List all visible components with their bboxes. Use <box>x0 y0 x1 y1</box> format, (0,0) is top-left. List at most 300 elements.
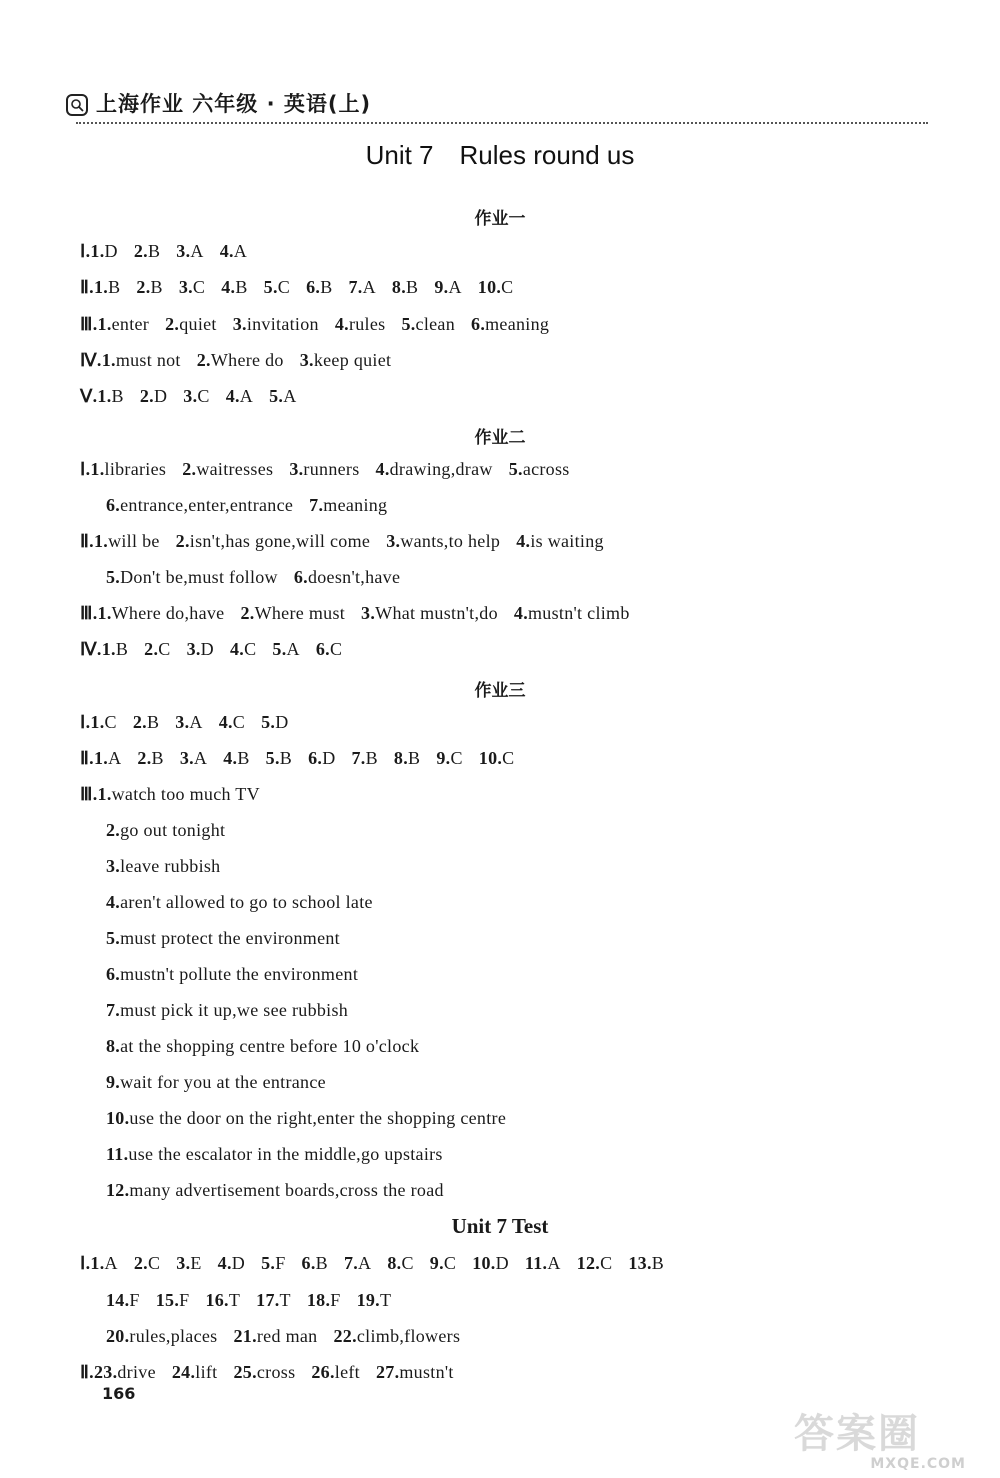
answer-item <box>90 712 116 732</box>
answer-text: A <box>104 1253 118 1273</box>
question-number: 4. <box>217 1253 232 1273</box>
answer-text: B <box>146 712 160 732</box>
answer-item <box>136 277 162 297</box>
answer-item <box>294 567 400 587</box>
answer-text: D <box>200 639 214 659</box>
answer-item <box>233 1362 295 1382</box>
answer-line <box>80 603 646 624</box>
question-number: 4. <box>219 241 234 261</box>
answer-item <box>376 1362 454 1382</box>
answer-text: is waiting <box>530 531 604 551</box>
answer-text: D <box>322 748 336 768</box>
answer-text: must not <box>115 350 181 370</box>
answer-text: T <box>228 1290 241 1310</box>
question-number: 3. <box>106 856 121 876</box>
answer-text: Don't be,must follow <box>120 567 278 587</box>
answer-line <box>80 350 407 371</box>
question-number: 21. <box>233 1326 257 1346</box>
answer-text: quiet <box>179 314 217 334</box>
question-number: 10. <box>106 1108 130 1128</box>
magnifier-icon <box>66 94 88 116</box>
answer-item <box>183 386 209 406</box>
question-number: 10. <box>472 1253 496 1273</box>
answer-item <box>102 639 128 659</box>
answer-line <box>80 1253 680 1274</box>
answer-text: cross <box>256 1362 296 1382</box>
answer-item <box>264 277 290 297</box>
roman-numeral: Ⅰ. <box>80 712 91 732</box>
question-number: 7. <box>348 277 363 297</box>
answer-item <box>172 1362 218 1382</box>
answer-line <box>80 386 313 407</box>
answer-text: waitresses <box>196 459 274 479</box>
answer-item <box>90 459 166 479</box>
answer-item <box>516 531 604 551</box>
answer-item <box>106 1326 217 1346</box>
answer-item <box>525 1253 561 1273</box>
answer-text: A <box>190 241 204 261</box>
question-number: 6. <box>301 1253 316 1273</box>
answer-item <box>102 350 181 370</box>
question-number: 15. <box>155 1290 180 1310</box>
answer-item <box>197 350 284 370</box>
question-number: 3. <box>175 712 190 732</box>
answer-text: F <box>330 1290 341 1310</box>
answer-text: D <box>231 1253 246 1273</box>
answer-line <box>106 892 373 913</box>
answer-text: mustn't <box>399 1362 454 1382</box>
answer-text: many advertisement boards,cross the road <box>129 1180 444 1200</box>
question-number: 1. <box>93 531 109 551</box>
answer-item <box>628 1253 664 1273</box>
page-header <box>66 84 928 124</box>
answer-text: rules,places <box>129 1326 218 1346</box>
roman-numeral: Ⅰ. <box>80 459 91 479</box>
answer-text: What mustn't,do <box>375 603 498 623</box>
question-number: 5. <box>508 459 523 479</box>
answer-item <box>386 531 500 551</box>
answer-item <box>307 1290 341 1310</box>
answer-text: C <box>158 639 171 659</box>
answer-item <box>106 567 278 587</box>
answer-line <box>106 567 416 588</box>
answer-item <box>187 639 214 659</box>
answer-text: C <box>443 1253 457 1273</box>
answer-item <box>233 314 319 334</box>
answer-item <box>175 712 202 732</box>
answer-item <box>226 386 253 406</box>
answer-text: C <box>329 639 343 659</box>
answer-text: leave rubbish <box>120 856 221 876</box>
answer-text: A <box>108 748 122 768</box>
answer-line <box>106 1000 348 1021</box>
answer-text: meaning <box>485 314 550 334</box>
question-number: 13. <box>628 1253 652 1273</box>
answer-text: T <box>379 1290 392 1310</box>
question-number: 3. <box>179 748 194 768</box>
unit-number: Unit 7 <box>365 140 434 170</box>
question-number: 3. <box>386 531 401 551</box>
answer-text: at the shopping centre before 10 o'clock <box>120 1036 420 1056</box>
answer-text: rules <box>348 314 386 334</box>
question-number: 1. <box>97 784 112 804</box>
answer-text: C <box>197 386 210 406</box>
answer-text: A <box>358 1253 372 1273</box>
page-number: 166 <box>102 1384 136 1403</box>
answer-item <box>180 748 207 768</box>
answer-text: B <box>408 748 421 768</box>
question-number: 9. <box>434 277 449 297</box>
answer-text: must pick it up,we see rubbish <box>120 1000 349 1020</box>
question-number: 22. <box>333 1326 357 1346</box>
answer-item <box>333 1326 460 1346</box>
watermark-logo: 答案圈 <box>794 1411 920 1457</box>
answer-line <box>80 1362 470 1383</box>
roman-numeral: Ⅳ. <box>80 639 102 659</box>
answer-text: T <box>279 1290 291 1310</box>
answer-item <box>387 1253 413 1273</box>
question-number: 4. <box>229 639 245 659</box>
question-number: 20. <box>106 1326 130 1346</box>
question-number: 3. <box>183 386 198 406</box>
question-number: 3. <box>176 241 191 261</box>
answer-item <box>302 1253 328 1273</box>
answer-item <box>376 459 493 479</box>
answer-line <box>106 495 403 516</box>
question-number: 16. <box>205 1290 229 1310</box>
answer-item <box>401 314 455 334</box>
answer-item <box>361 603 498 623</box>
answer-item <box>233 1326 317 1346</box>
question-number: 24. <box>171 1362 196 1382</box>
roman-numeral: Ⅱ. <box>80 1362 94 1382</box>
question-number: 3. <box>176 1253 191 1273</box>
question-number: 3. <box>289 459 304 479</box>
answer-text: F <box>179 1290 190 1310</box>
section-heading-hw3: 作业三 <box>474 681 526 701</box>
answer-text: B <box>151 748 164 768</box>
question-number: 1. <box>93 748 109 768</box>
question-number: 8. <box>393 748 409 768</box>
question-number: 14. <box>106 1290 130 1310</box>
answer-item <box>218 1253 245 1273</box>
roman-numeral: Ⅴ. <box>80 386 98 406</box>
question-number: 27. <box>375 1362 400 1382</box>
question-number: 5. <box>263 277 278 297</box>
answer-item <box>94 531 160 551</box>
roman-numeral: Ⅲ. <box>80 314 98 334</box>
answer-text: C <box>104 712 117 732</box>
answer-text: B <box>115 639 129 659</box>
answer-item <box>272 639 299 659</box>
answer-text: keep quiet <box>313 350 392 370</box>
answer-text: F <box>275 1253 286 1273</box>
question-number: 3. <box>178 277 193 297</box>
answer-text: D <box>104 241 118 261</box>
header-divider <box>76 122 928 124</box>
question-number: 7. <box>343 1253 359 1273</box>
answer-text: libraries <box>104 459 167 479</box>
question-number: 10. <box>478 748 503 768</box>
answer-item <box>509 459 570 479</box>
answer-item <box>316 639 342 659</box>
answer-text: B <box>108 277 121 297</box>
answer-item <box>182 459 273 479</box>
answer-item <box>221 277 247 297</box>
question-number: 1. <box>101 350 116 370</box>
answer-item <box>472 1253 509 1273</box>
answer-line <box>80 277 529 298</box>
answer-item <box>98 314 150 334</box>
answer-item <box>256 1290 291 1310</box>
answer-text: B <box>365 748 378 768</box>
answer-line <box>80 241 263 262</box>
answer-item <box>90 241 117 261</box>
question-number: 4. <box>225 386 240 406</box>
roman-numeral: Ⅲ. <box>80 603 98 623</box>
answer-text: B <box>237 748 250 768</box>
answer-text: mustn't climb <box>528 603 630 623</box>
answer-item <box>94 277 120 297</box>
answer-item <box>478 277 514 297</box>
question-number: 6. <box>293 567 308 587</box>
question-number: 2. <box>240 603 255 623</box>
answer-text: wait for you at the entrance <box>120 1072 326 1092</box>
question-number: 2. <box>165 314 180 334</box>
question-number: 8. <box>387 1253 402 1273</box>
answer-text: A <box>362 277 376 297</box>
question-number: 6. <box>315 639 330 659</box>
question-number: 4. <box>516 531 531 551</box>
answer-item <box>223 748 249 768</box>
answer-item <box>430 1253 456 1273</box>
answer-item <box>577 1253 613 1273</box>
unit-name: Rules round us <box>459 140 635 170</box>
question-number: 9. <box>429 1253 444 1273</box>
answer-text: left <box>334 1362 360 1382</box>
question-number: 4. <box>221 277 236 297</box>
roman-numeral: Ⅳ. <box>80 350 102 370</box>
question-number: 4. <box>106 892 121 912</box>
answer-item <box>106 1290 140 1310</box>
answer-item <box>311 1362 360 1382</box>
answer-text: B <box>406 277 419 297</box>
answer-text: B <box>320 277 333 297</box>
question-number: 4. <box>218 712 233 732</box>
answer-text: drawing,draw <box>389 459 493 479</box>
answer-text: A <box>286 639 300 659</box>
answer-text: C <box>401 1253 414 1273</box>
answer-text: B <box>235 277 248 297</box>
answer-line <box>80 314 565 335</box>
question-number: 25. <box>233 1362 257 1382</box>
answer-text: go out tonight <box>120 820 226 840</box>
question-number: 26. <box>311 1362 335 1382</box>
question-number: 2. <box>139 386 154 406</box>
answer-text: C <box>244 639 257 659</box>
section-heading-hw2: 作业二 <box>474 428 526 448</box>
answer-text: A <box>448 277 462 297</box>
question-number: 6. <box>471 314 486 334</box>
question-number: 6. <box>306 277 321 297</box>
answer-text: A <box>233 241 248 261</box>
answer-text: B <box>279 748 293 768</box>
answer-text: entrance,enter,entrance <box>120 495 294 515</box>
answer-text: D <box>495 1253 509 1273</box>
answer-item <box>176 1253 201 1273</box>
answer-text: E <box>190 1253 202 1273</box>
answer-item <box>349 277 376 297</box>
answer-text: B <box>147 241 161 261</box>
answer-text: A <box>239 386 254 406</box>
answer-item <box>94 1362 156 1382</box>
answer-text: invitation <box>246 314 319 334</box>
question-number: 1. <box>101 639 116 659</box>
answer-line <box>106 1180 444 1201</box>
question-number: 1. <box>90 1253 105 1273</box>
answer-text: C <box>600 1253 613 1273</box>
answer-text: C <box>192 277 206 297</box>
book-title: 上海作业 六年级 · 英语(上) <box>96 92 372 116</box>
question-number: 3. <box>232 314 247 334</box>
answer-text: across <box>522 459 570 479</box>
answer-text: B <box>150 277 163 297</box>
question-number: 7. <box>309 495 324 515</box>
answer-item <box>134 241 160 261</box>
answer-line <box>106 1072 326 1093</box>
question-number: 5. <box>269 386 284 406</box>
answer-item <box>344 1253 371 1273</box>
question-number: 3. <box>361 603 376 623</box>
answer-text: enter <box>111 314 150 334</box>
answer-item <box>133 712 159 732</box>
answer-item <box>165 314 217 334</box>
answer-text: red man <box>256 1326 318 1346</box>
question-number: 11. <box>524 1253 548 1273</box>
answer-item <box>240 603 345 623</box>
answer-line <box>106 928 340 949</box>
question-number: 10. <box>477 277 502 297</box>
answer-text: C <box>450 748 463 768</box>
answer-text: lift <box>195 1362 218 1382</box>
answer-item <box>106 495 293 515</box>
answer-text: C <box>232 712 246 732</box>
answer-item <box>357 1290 392 1310</box>
answer-text: B <box>111 386 124 406</box>
answer-item <box>300 350 392 370</box>
question-number: 1. <box>97 603 112 623</box>
question-number: 1. <box>90 241 105 261</box>
answer-item <box>179 277 205 297</box>
question-number: 23. <box>93 1362 118 1382</box>
answer-text: C <box>147 1253 161 1273</box>
question-number: 8. <box>106 1036 121 1056</box>
roman-numeral: Ⅲ. <box>80 784 98 804</box>
roman-numeral: Ⅱ. <box>80 277 94 297</box>
question-number: 6. <box>308 748 323 768</box>
answer-text: D <box>153 386 168 406</box>
answer-item <box>137 748 163 768</box>
question-number: 5. <box>106 928 121 948</box>
question-number: 19. <box>356 1290 380 1310</box>
answer-text: mustn't pollute the environment <box>120 964 359 984</box>
question-number: 1. <box>90 459 105 479</box>
answer-text: Where do,have <box>111 603 225 623</box>
answer-text: watch too much TV <box>111 784 260 804</box>
answer-item <box>309 495 387 515</box>
question-number: 2. <box>144 639 159 659</box>
answer-text: A <box>193 748 208 768</box>
answer-line <box>106 1036 419 1057</box>
roman-numeral: Ⅱ. <box>80 748 94 768</box>
question-number: 3. <box>299 350 314 370</box>
answer-item <box>219 712 245 732</box>
answer-line <box>80 639 358 660</box>
answer-text: runners <box>303 459 360 479</box>
answer-text: B <box>651 1253 665 1273</box>
watermark-url: MXQE.COM <box>870 1456 966 1472</box>
unit-title <box>0 140 1000 171</box>
question-number: 7. <box>106 1000 121 1020</box>
answer-text: use the door on the right,enter the shopping centre <box>129 1108 507 1128</box>
answer-text: isn't,has gone,will come <box>189 531 371 551</box>
question-number: 2. <box>136 277 151 297</box>
answer-item <box>94 748 121 768</box>
answer-item <box>90 1253 117 1273</box>
question-number: 3. <box>186 639 201 659</box>
question-number: 2. <box>137 748 152 768</box>
question-number: 2. <box>132 712 147 732</box>
answer-line <box>80 531 620 552</box>
answer-item <box>394 748 420 768</box>
answer-item <box>220 241 247 261</box>
answer-item <box>176 241 203 261</box>
answer-text: C <box>502 748 515 768</box>
answer-line <box>106 820 225 841</box>
question-number: 9. <box>436 748 451 768</box>
answer-text: B <box>315 1253 328 1273</box>
question-number: 2. <box>175 531 190 551</box>
question-number: 1. <box>97 314 112 334</box>
answer-item <box>436 748 462 768</box>
answer-line <box>106 856 220 877</box>
question-number: 4. <box>334 314 349 334</box>
answer-item <box>176 531 371 551</box>
roman-numeral: Ⅱ. <box>80 531 94 551</box>
answer-line <box>106 1108 506 1129</box>
question-number: 2. <box>133 241 148 261</box>
watermark <box>794 1402 974 1474</box>
answer-line <box>80 748 530 769</box>
answer-text: drive <box>117 1362 156 1382</box>
answer-item <box>335 314 386 334</box>
answer-text: must protect the environment <box>120 928 340 948</box>
answer-item <box>514 603 630 623</box>
question-number: 11. <box>106 1144 129 1164</box>
section-heading-test: Unit 7 Test <box>451 1214 549 1238</box>
answer-text: use the escalator in the middle,go upstairs <box>128 1144 443 1164</box>
roman-numeral: Ⅰ. <box>80 1253 91 1273</box>
question-number: 7. <box>351 748 366 768</box>
question-number: 2. <box>196 350 211 370</box>
question-number: 4. <box>223 748 238 768</box>
roman-numeral: Ⅰ. <box>80 241 91 261</box>
answer-text: A <box>547 1253 561 1273</box>
answer-item <box>266 748 292 768</box>
question-number: 2. <box>133 1253 148 1273</box>
answer-item <box>140 386 167 406</box>
answer-item <box>97 386 123 406</box>
